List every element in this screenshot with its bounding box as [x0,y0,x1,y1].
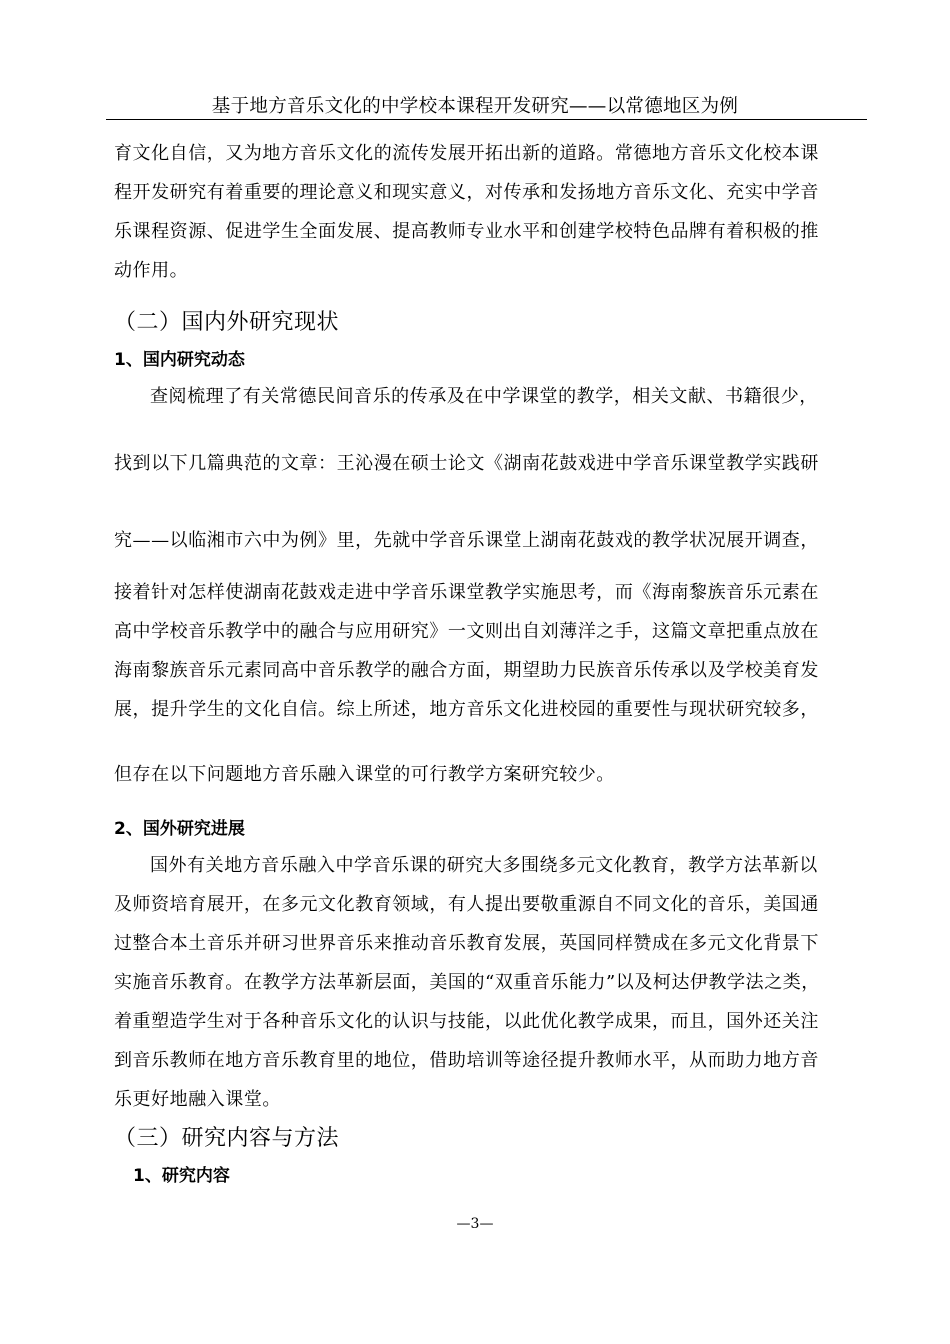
paragraph-line: 到音乐教师在地方音乐教育里的地位，借助培训等途径提升教师水平，从而助力地方音 [114,1050,819,1071]
paragraph-line: 接着针对怎样使湖南花鼓戏走进中学音乐课堂教学实施思考，而《海南黎族音乐元素在 [114,582,819,603]
paragraph-line: 过整合本土音乐并研习世界音乐来推动音乐教育发展，英国同样赞成在多元文化背景下 [114,933,819,954]
section-heading-research-status: （二）国内外研究现状 [114,310,340,335]
paragraph-line: 查阅梳理了有关常德民间音乐的传承及在中学课堂的教学，相关文献、书籍很少， [150,386,818,407]
paragraph-line: 乐课程资源、促进学生全面发展、提高教师专业水平和创建学校特色品牌有着积极的推 [114,221,819,242]
section-heading-content-methods: （三）研究内容与方法 [114,1126,340,1151]
paragraph-line: 究——以临湘市六中为例》里，先就中学音乐课堂上湖南花鼓戏的教学状况展开调查， [114,530,819,551]
paragraph-line: 育文化自信，又为地方音乐文化的流传发展开拓出新的道路。常德地方音乐文化校本课 [114,143,819,164]
page-number: —3— [456,1216,494,1232]
subsection-heading-research-content: 1、研究内容 [133,1166,230,1186]
paragraph-line: 高中学校音乐教学中的融合与应用研究》一文则出自刘薄洋之手，这篇文章把重点放在 [114,621,819,642]
subsection-heading-foreign: 2、国外研究进展 [114,819,245,839]
paragraph-line: 动作用。 [114,260,189,281]
running-header-title: 基于地方音乐文化的中学校本课程开发研究——以常德地区为例 [211,96,739,117]
paragraph-line: 但存在以下问题地方音乐融入课堂的可行教学方案研究较少。 [114,764,615,785]
paragraph-line: 找到以下几篇典范的文章：王沁漫在硕士论文《湖南花鼓戏进中学音乐课堂教学实践研 [114,453,819,474]
paragraph-line: 展，提升学生的文化自信。综上所述，地方音乐文化进校园的重要性与现状研究较多， [114,699,819,720]
header-divider [106,119,867,120]
paragraph-line: 国外有关地方音乐融入中学音乐课的研究大多围绕多元文化教育，教学方法革新以 [150,855,818,876]
paragraph-line: 实施音乐教育。在教学方法革新层面，美国的“双重音乐能力”以及柯达伊教学法之类， [114,972,820,993]
paragraph-line: 程开发研究有着重要的理论意义和现实意义，对传承和发扬地方音乐文化、充实中学音 [114,182,819,203]
paragraph-line: 乐更好地融入课堂。 [114,1089,281,1110]
subsection-heading-domestic: 1、国内研究动态 [114,350,245,370]
paragraph-line: 海南黎族音乐元素同高中音乐教学的融合方面，期望助力民族音乐传承以及学校美育发 [114,660,819,681]
paragraph-line: 及师资培育展开，在多元文化教育领域，有人提出要敬重源自不同文化的音乐，美国通 [114,894,819,915]
paragraph-line: 着重塑造学生对于各种音乐文化的认识与技能，以此优化教学成果，而且，国外还关注 [114,1011,819,1032]
